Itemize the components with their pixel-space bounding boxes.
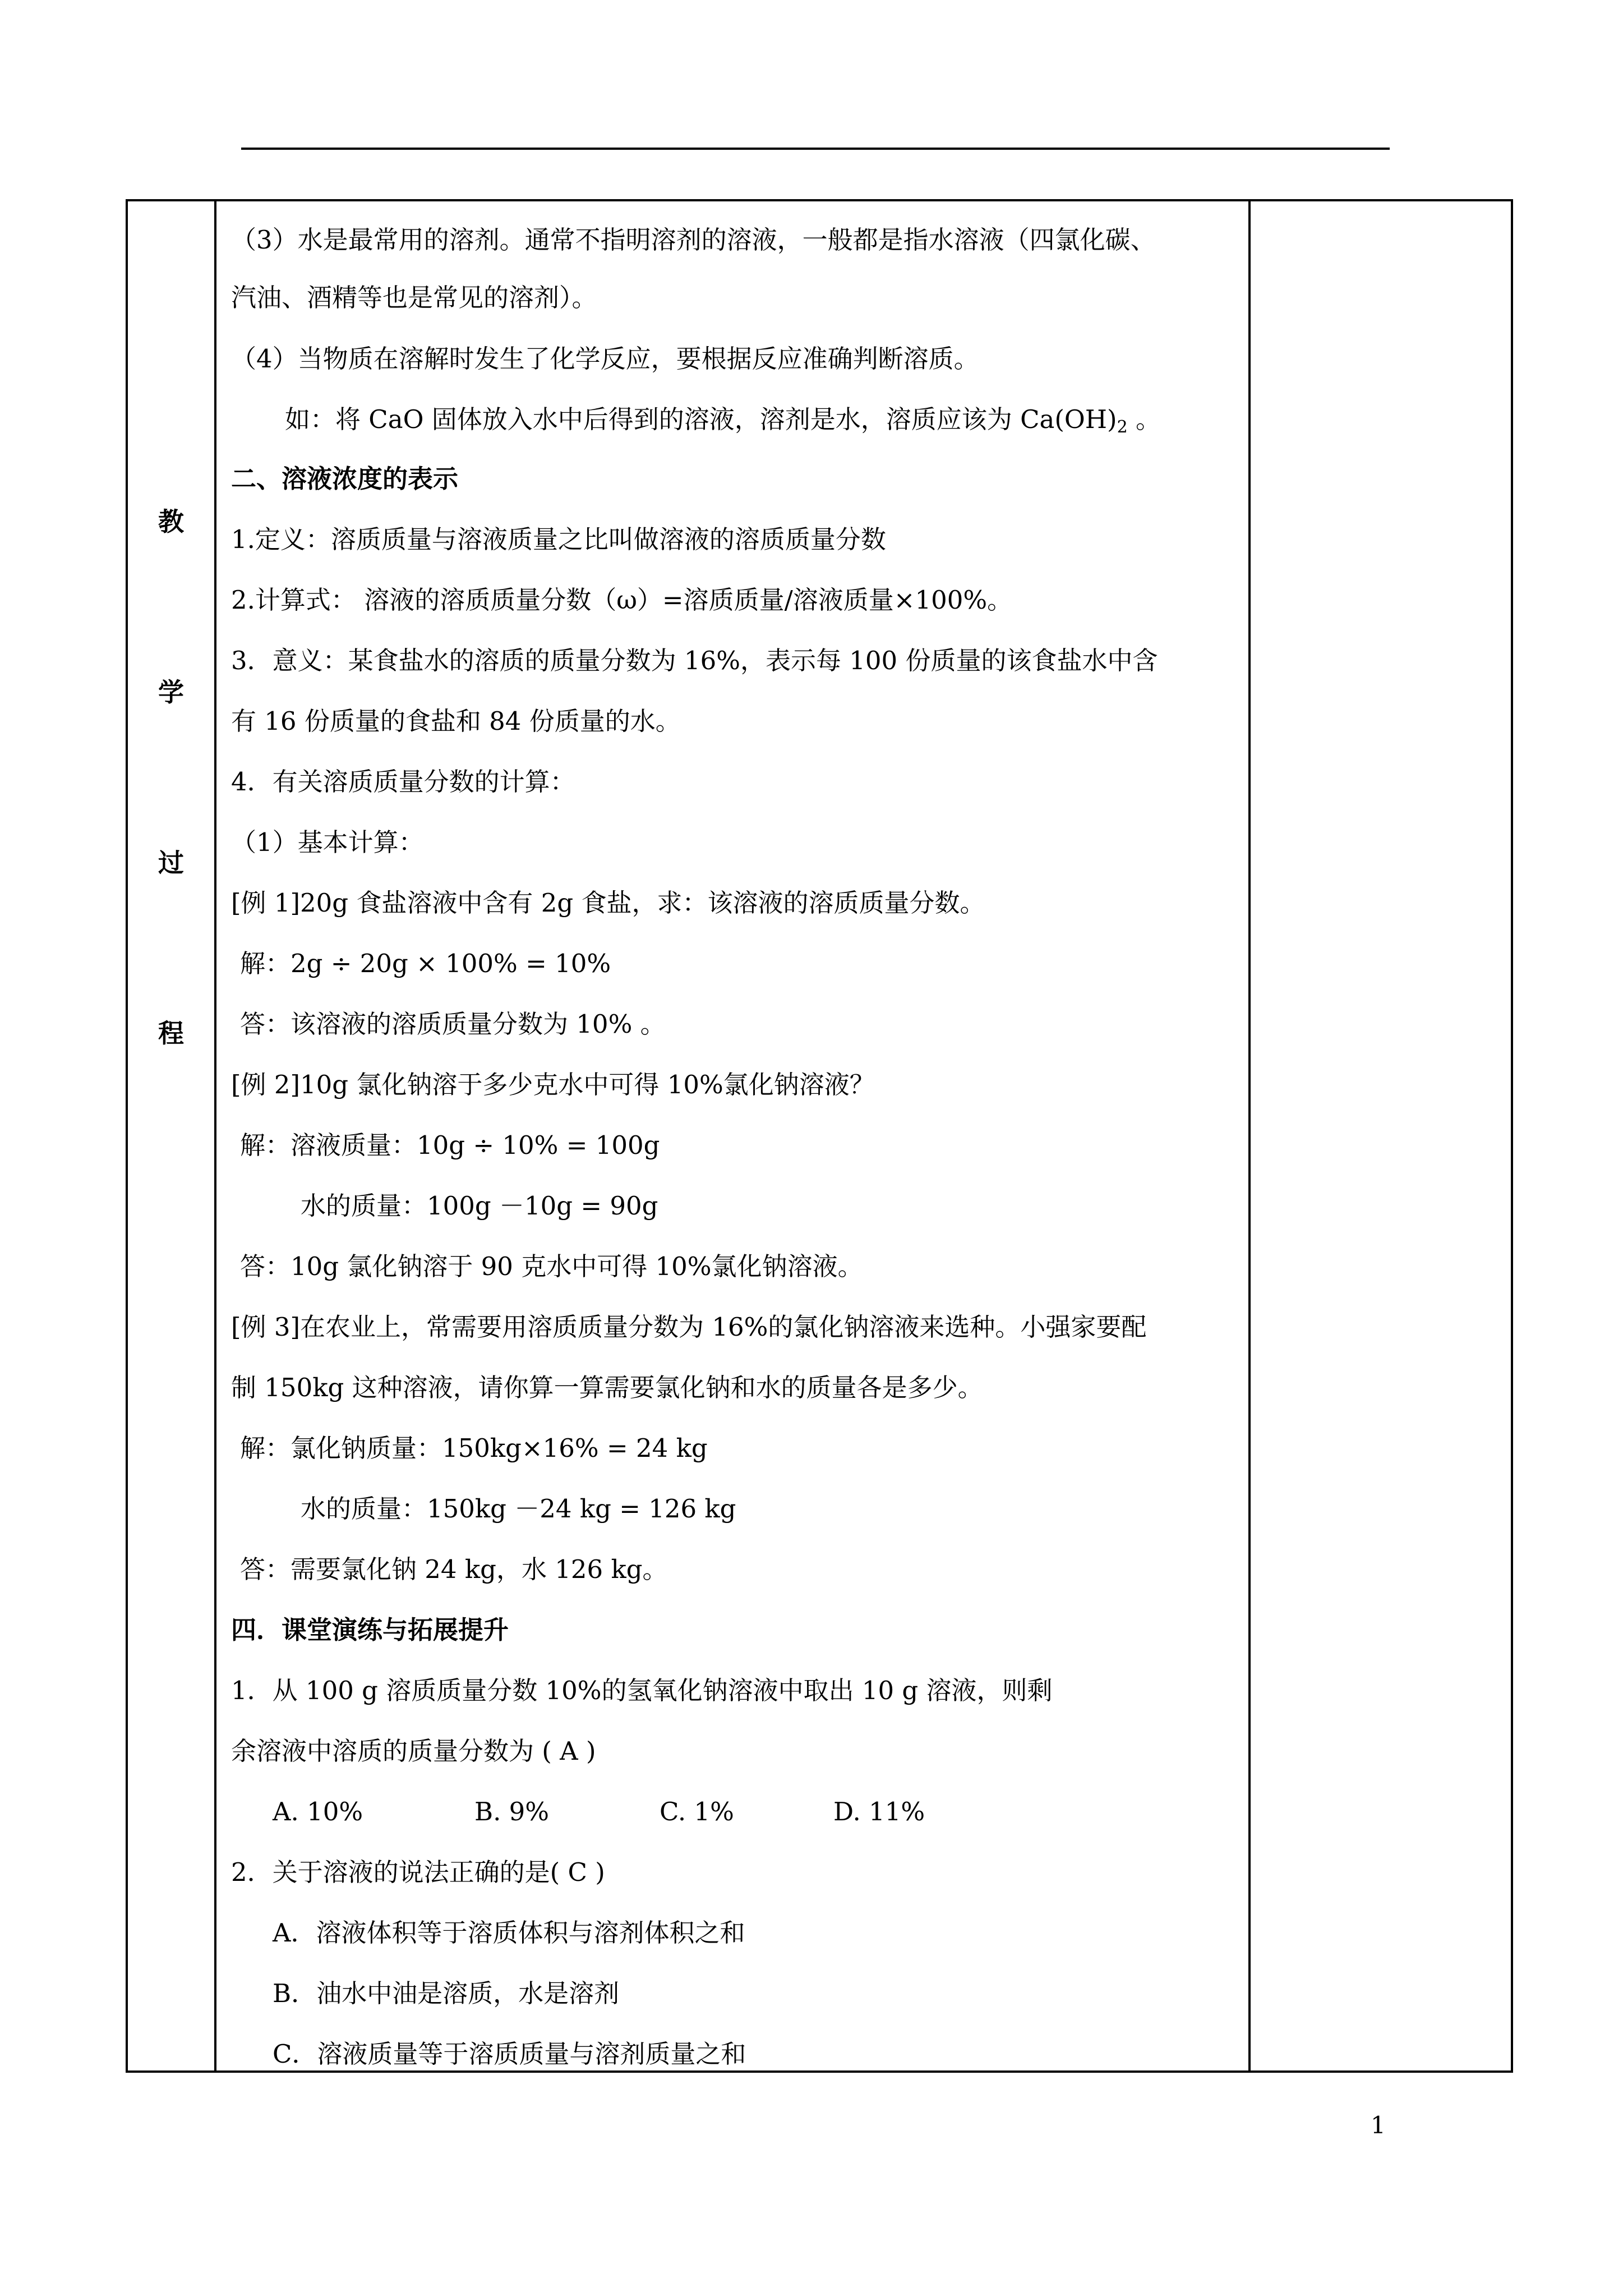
text-line: 答：需要氯化钠 24 kg，水 126 kg。 [240,1554,668,1584]
text-line: 2.计算式： 溶液的溶质质量分数（ω）=溶质质量/溶液质量×100%。 [231,585,1013,615]
text-line: 解：氯化钠质量：150kg×16% = 24 kg [240,1433,708,1463]
side-label-char: 过 [158,848,184,878]
side-label-char: 学 [158,677,184,707]
option-d: D. 11% [833,1797,925,1826]
question-line: 1．从 100 g 溶质质量分数 10%的氢氧化钠溶液中取出 10 g 溶液，则剩 [231,1676,1053,1705]
text-line: 1.定义：溶质质量与溶液质量之比叫做溶液的溶质质量分数 [231,524,886,554]
section-heading: 二、溶液浓度的表示 [231,464,459,494]
option-line: A．溶液体积等于溶质体积与溶剂体积之和 [273,1918,745,1948]
text-line: [例 1]20g 食盐溶液中含有 2g 食盐，求：该溶液的溶质质量分数。 [231,888,985,918]
text-line: [例 3]在农业上，常需要用溶质质量分数为 16%的氯化钠溶液来选种。小强家要配 [231,1312,1147,1342]
text-fragment: 。 [1127,404,1161,434]
text-line: 答：该溶液的溶质质量分数为 10% 。 [240,1009,666,1039]
section-heading: 四．课堂演练与拓展提升 [231,1615,509,1645]
option-line: C．溶液质量等于溶质质量与溶剂质量之和 [273,2039,746,2069]
question-line: 余溶液中溶质的质量分数为 ( A ) [231,1736,596,1766]
text-line: （1）基本计算： [231,827,424,857]
text-line: 汽油、酒精等也是常见的溶剂）。 [231,283,597,312]
text-line: （3）水是最常用的溶剂。通常不指明溶剂的溶液，一般都是指水溶液（四氯化碳、 [231,225,1156,255]
option-c: C. 1% [660,1797,734,1826]
text-line: 有 16 份质量的食盐和 84 份质量的水。 [231,706,681,736]
text-line: 水的质量：150kg －24 kg = 126 kg [301,1494,736,1524]
page-number: 1 [1371,2111,1386,2139]
text-line [285,404,1161,435]
option-b: B. 9% [474,1797,550,1826]
text-line: 水的质量：100g －10g = 90g [301,1191,658,1221]
text-line: 制 150kg 这种溶液，请你算一算需要氯化钠和水的质量各是多少。 [231,1373,983,1402]
question-line: 2．关于溶液的说法正确的是( C ) [231,1857,605,1887]
option-line: B．油水中油是溶质，水是溶剂 [273,1978,620,2008]
text-fragment: 如：将 CaO 固体放入水中后得到的溶液，溶剂是水，溶质应该为 Ca(OH) [285,404,1117,434]
text-line: 答：10g 氯化钠溶于 90 克水中可得 10%氯化钠溶液。 [240,1251,863,1281]
text-line: 4．有关溶质质量分数的计算： [231,767,575,797]
text-line: （4）当物质在溶解时发生了化学反应，要根据反应准确判断溶质。 [231,344,979,374]
text-line: 解：2g ÷ 20g × 100% = 10% [240,949,611,978]
text-line: [例 2]10g 氯化钠溶于多少克水中可得 10%氯化钠溶液？ [231,1070,875,1099]
option-a: A. 10% [273,1797,363,1826]
side-label-char: 教 [158,507,184,537]
text-line: 解：溶液质量：10g ÷ 10% = 100g [240,1130,660,1160]
subscript: 2 [1117,417,1128,437]
options-row [273,1796,1002,1828]
side-label-char: 程 [158,1018,184,1048]
text-line: 3．意义：某食盐水的溶质的质量分数为 16%，表示每 100 份质量的该食盐水中含 [231,646,1158,675]
